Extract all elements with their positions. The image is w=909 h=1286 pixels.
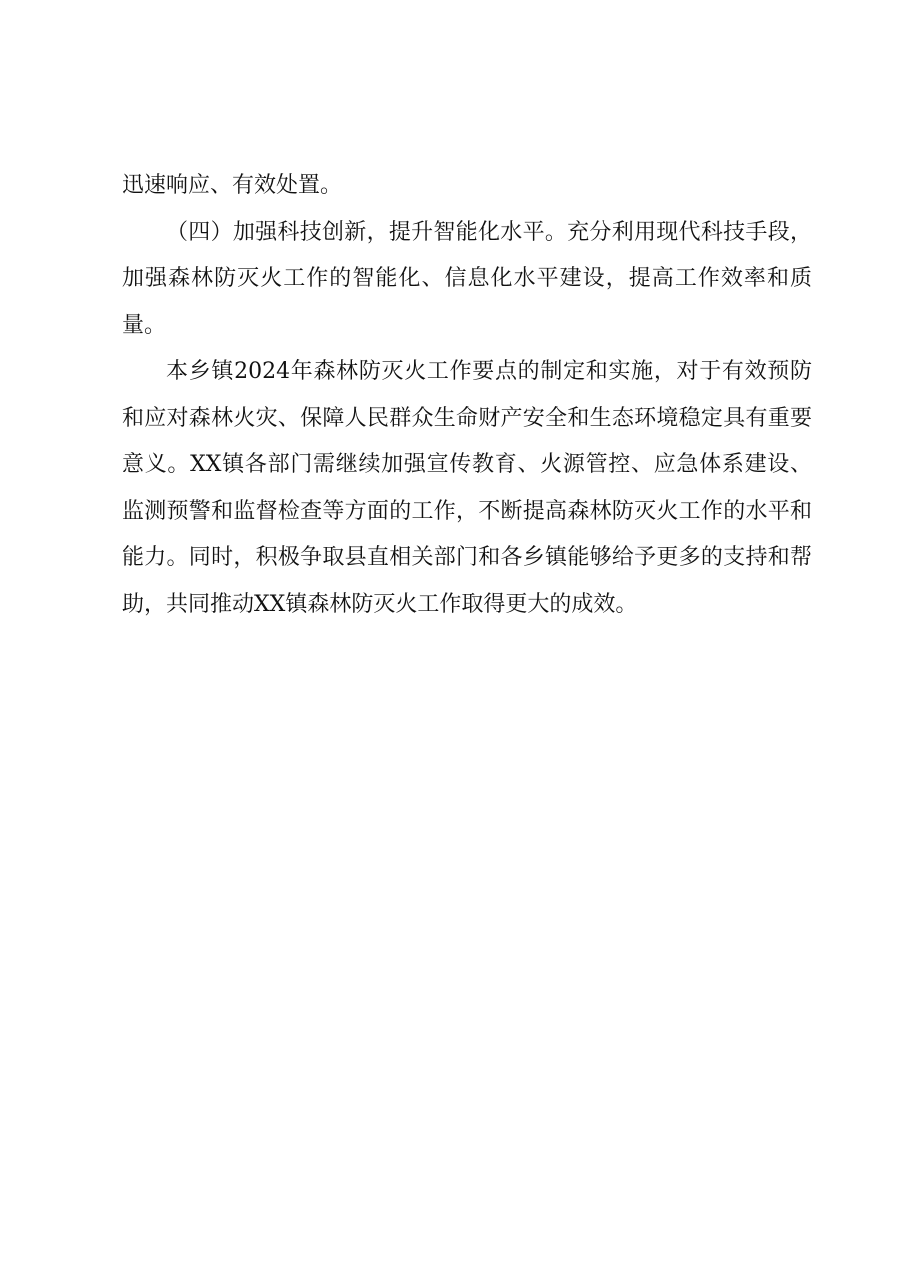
- paragraph-conclusion: 本乡镇2024年森林防灭火工作要点的制定和实施，对于有效预防和应对森林火灾、保障人民群众生命财产安全和生态环境稳定具有重要意义。XX镇各部门需继续加强宣传教育、火源管控、应急体系建设、监测预警和监督检查等方面的工作，不断提高森林防灭火工作的水平和能力。同时，积极争取县直相关部门和各乡镇能够给予更多的支持和帮助，共同推动XX镇森林防灭火工作取得更大的成效。: [122, 359, 812, 617]
- paragraph-section-four: （四）加强科技创新，提升智能化水平。充分利用现代科技手段，加强森林防灭火工作的智能化、信息化水平建设，提高工作效率和质量。: [122, 219, 812, 338]
- paragraph-continuation: 迅速响应、有效处置。: [122, 173, 343, 198]
- document-body: [122, 163, 812, 628]
